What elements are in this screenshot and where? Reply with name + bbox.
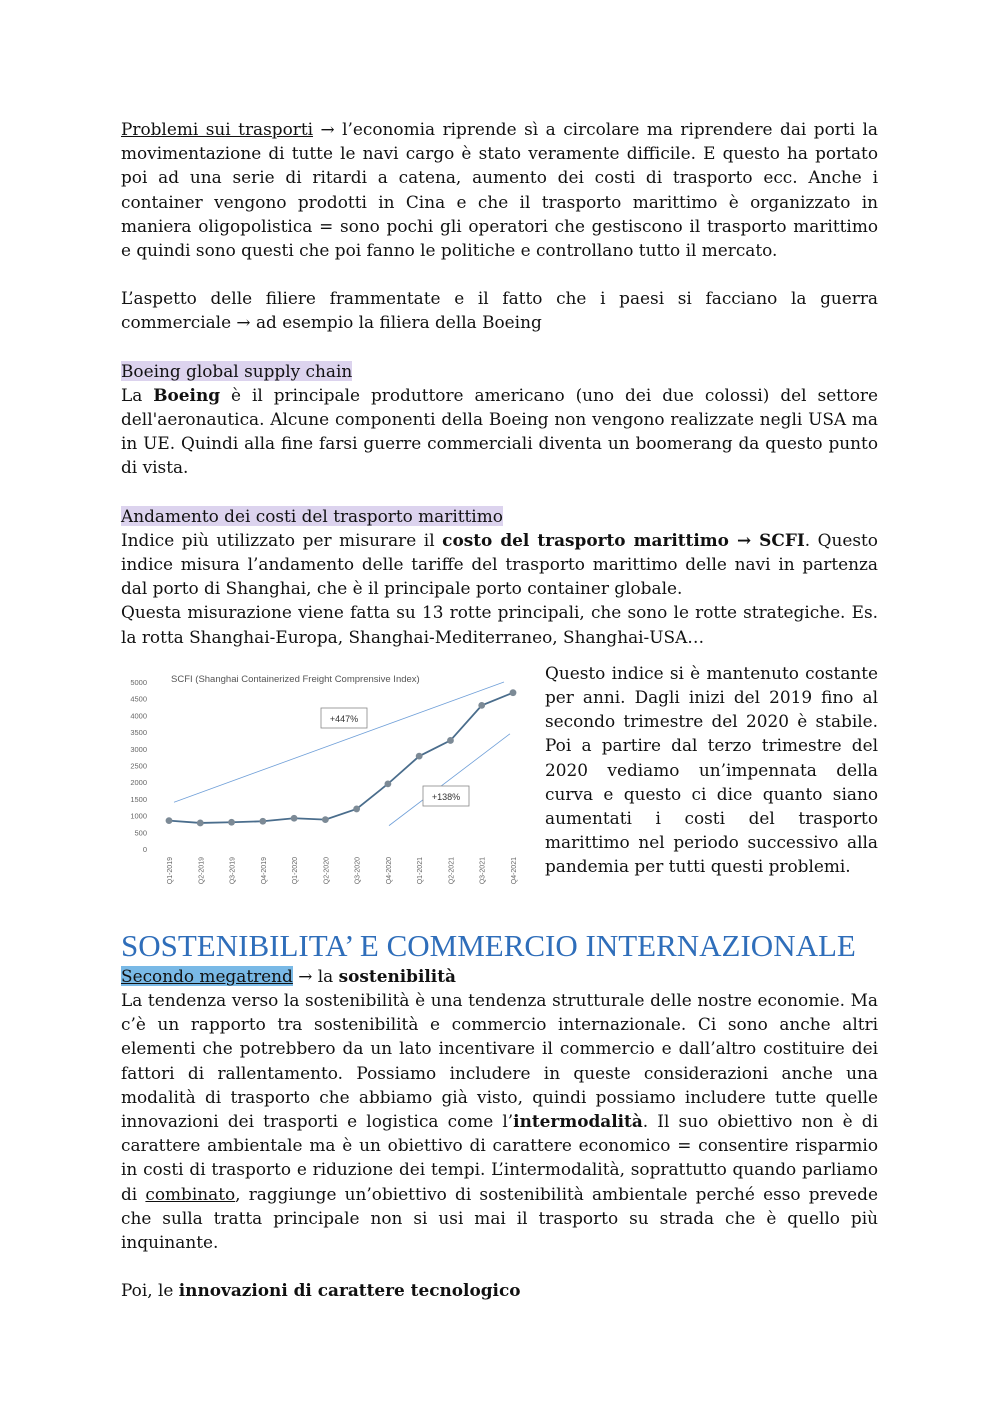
y-tick-label: 3500 xyxy=(130,727,147,737)
x-tick-label: Q3-2020 xyxy=(354,856,362,885)
trend-line-lower xyxy=(389,734,510,826)
y-tick-label: 0 xyxy=(142,844,147,854)
trend-line-upper xyxy=(174,682,504,802)
data-point xyxy=(478,702,485,709)
paragraph-innovazioni: Poi, le innovazioni di carattere tecnologico xyxy=(121,1280,521,1301)
paragraph-scfi: Indice più utilizzato per misurare il costo del trasporto marittimo → SCFI. Questo indice misura l’andamento delle tariffe del trasporto marittimo delle navi in partenza dal porto di Shanghai, che è il principale porto container globale. xyxy=(121,529,878,599)
y-tick-label: 2000 xyxy=(130,778,147,788)
heading-costi xyxy=(121,504,878,528)
x-tick-label: Q4-2020 xyxy=(385,856,393,885)
annotation-138: +138% xyxy=(431,791,461,802)
data-point xyxy=(228,819,235,826)
data-point xyxy=(416,753,423,760)
paragraph-rotte: Questa misurazione viene fatta su 13 rotte principali, che sono le rotte strategiche. Es. la rotta Shanghai-Europa, Shanghai-Mediterraneo, Shanghai-USA… xyxy=(121,602,878,647)
data-point xyxy=(259,818,266,825)
paragraph-trasporti: Problemi sui trasporti → l’economia riprende sì a circolare ma riprendere dai porti la movimentazione di tutte le navi cargo è stato veramente difficile. E questo ha portato poi ad una serie di ritardi a catena, aumento dei costi di trasporto ecc. Anche i container vengono prodotti in Cina e che il trasporto marittimo è organizzato in maniera oligopolistica = sono pochi gli operatori che gestiscono il trasporto marittimo e quindi sono questi che poi fanno le politiche e controllano tutto il mercato. xyxy=(121,119,878,261)
x-tick-label: Q1-2021 xyxy=(417,856,425,885)
scfi-line-chart xyxy=(119,660,531,890)
section-title: SOSTENIBILITA’ E COMMERCIO INTERNAZIONALE xyxy=(121,927,856,963)
y-tick-label: 2500 xyxy=(130,761,147,771)
underlined-term: Problemi sui trasporti xyxy=(121,119,314,139)
x-tick-label: Q3-2021 xyxy=(479,856,487,885)
x-tick-label: Q3-2019 xyxy=(229,856,237,885)
x-tick-label: Q1-2019 xyxy=(167,856,174,885)
y-tick-label: 4500 xyxy=(130,694,147,704)
x-tick-label: Q2-2020 xyxy=(323,856,331,885)
annotation-447: +447% xyxy=(329,713,359,724)
data-point xyxy=(197,819,204,826)
data-point xyxy=(510,689,517,696)
paragraph-megatrend: Secondo megatrend → la sostenibilità xyxy=(121,965,456,986)
paragraph-boeing: La Boeing è il principale produttore americano (uno dei due colossi) del settore dell'aeronautica. Alcune componenti della Boeing non vengono realizzate negli USA ma in UE. Quindi alla fine farsi guerre commerciali diventa un boomerang da questo punto di vista. xyxy=(121,384,878,478)
chart-title: SCFI (Shanghai Containerized Freight Comprensive Index) xyxy=(171,673,420,685)
x-tick-label: Q1-2020 xyxy=(292,856,300,885)
data-point xyxy=(385,780,392,787)
heading-boeing xyxy=(121,359,878,383)
data-point xyxy=(291,815,298,822)
y-tick-label: 5000 xyxy=(130,677,147,687)
y-tick-label: 4000 xyxy=(130,711,147,721)
y-tick-label: 1000 xyxy=(130,811,147,821)
y-tick-label: 500 xyxy=(134,828,147,838)
highlighted-heading: Boeing global supply chain xyxy=(121,360,353,381)
data-point xyxy=(447,737,454,744)
data-point xyxy=(166,817,173,824)
data-point xyxy=(322,816,329,823)
x-tick-label: Q4-2021 xyxy=(511,856,518,885)
paragraph-filiere: L’aspetto delle filiere frammentate e il fatto che i paesi si facciano la guerra commerciale → ad esempio la filiera della Boeing xyxy=(121,288,878,333)
x-tick-label: Q2-2021 xyxy=(448,856,456,885)
highlighted-term: Secondo megatrend xyxy=(121,965,293,986)
y-tick-label: 3000 xyxy=(130,744,147,754)
data-point xyxy=(353,805,360,812)
figure-row xyxy=(121,660,878,930)
figure-caption-text: Questo indice si è mantenuto costante per anni. Dagli inizi del 2019 fino al secondo trimestre del 2020 è stabile. Poi a partire dal terzo trimestre del 2020 vediamo un’impennata della curva e questo ci dice quanto siano aumentati i costi del trasporto marittimo nel periodo successivo alla pandemia per tutti questi problemi. xyxy=(545,662,878,877)
x-tick-label: Q4-2019 xyxy=(260,856,268,885)
x-tick-label: Q2-2019 xyxy=(198,856,206,885)
highlighted-heading: Andamento dei costi del trasporto marittimo xyxy=(121,505,503,526)
document-page xyxy=(121,117,878,1303)
y-tick-label: 1500 xyxy=(130,794,147,804)
paragraph-sostenibilita: La tendenza verso la sostenibilità è una tendenza strutturale delle nostre economie. Ma c’è un rapporto tra sostenibilità e commercio internazionale. Ci sono anche altri elementi che potrebbero da un lato incentivare il commercio e dall’altro costituire dei fattori di rallentamento. Possiamo includere in queste considerazioni anche una modalità di trasporto che abbiamo già visto, quindi possiamo includere tutte quelle innovazioni dei trasporti e logistica come l’intermodalità. Il suo obiettivo non è di carattere ambientale ma è un obiettivo di carattere economico = consentire risparmio in costi di trasporto e riduzione dei tempi. L’intermodalità, soprattutto quando parliamo di combinato, raggiunge un’obiettivo di sostenibilità ambientale perché esso prevede che sulla tratta principale non si usi mai il trasporto su strada che è quello più inquinante. xyxy=(121,990,878,1253)
